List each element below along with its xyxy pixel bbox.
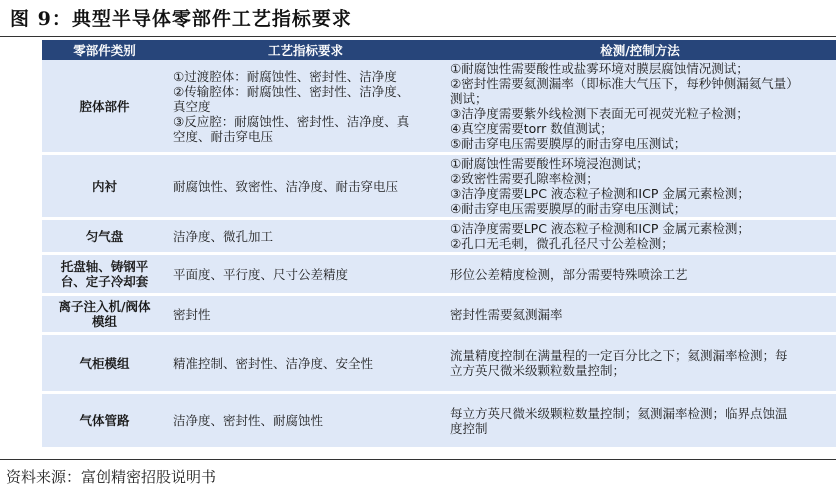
table-row <box>42 252 836 293</box>
methods-cell: 形位公差精度检测，部分需要特殊喷涂工艺 <box>450 266 688 282</box>
figure-title: 图 9：典型半导体零部件工艺指标要求 <box>10 8 352 30</box>
category-cell: 匀气盘 <box>85 228 124 244</box>
methods-cell: ①洁净度需要LPC 液态粒子检测和ICP 金属元素检测； ②孔口无毛刺，微孔孔径尺寸公差检测； <box>450 221 750 251</box>
table-row <box>42 152 836 217</box>
header-category: 零部件类别 <box>73 43 136 58</box>
table-row <box>42 217 836 252</box>
category-cell: 气体管路 <box>79 413 130 428</box>
requirements-cell: 洁净度、密封性、耐腐蚀性 <box>173 413 324 428</box>
table-row <box>42 293 836 332</box>
category-cell: 内衬 <box>91 178 117 194</box>
table-header <box>42 40 836 60</box>
category-cell: 托盘轴、铸钢平 台、定子冷却套 <box>60 259 149 289</box>
requirements-cell: 精准控制、密封性、洁净度、安全性 <box>173 355 374 371</box>
requirements-cell: 洁净度、微孔加工 <box>173 228 274 244</box>
title-rule <box>0 36 836 37</box>
category-cell: 离子注入机/阀体 模组 <box>58 299 151 329</box>
requirements-cell: 平面度、平行度、尺寸公差精度 <box>173 266 349 282</box>
spec-table <box>42 40 836 447</box>
header-requirements: 工艺指标要求 <box>267 43 343 58</box>
category-cell: 腔体部件 <box>79 98 130 114</box>
methods-cell: 每立方英尺微米级颗粒数量控制；氦测漏率检测；临界点蚀温 度控制 <box>450 405 788 436</box>
source-note: 资料来源：富创精密招股说明书 <box>6 468 217 486</box>
methods-cell: ①耐腐蚀性需要酸性环境浸泡测试； ②致密性需要孔隙率检测； ③洁净度需要LPC 液态粒子检测和ICP 金属元素检测； ④耐击穿电压需要膜厚的耐击穿电压测试； <box>450 156 750 216</box>
requirements-cell: 密封性 <box>173 306 211 322</box>
table-row <box>42 60 836 152</box>
table-row <box>42 391 836 447</box>
methods-cell: 密封性需要氦测漏率 <box>450 306 563 322</box>
methods-cell: ①耐腐蚀性需要酸性或盐雾环境对膜层腐蚀情况测试； ②密封性需要氦测漏率（即标准大气压下，每秒钟侧漏氦气量） 测试； ③洁净度需要紫外线检测下表面无可视荧光粒子检测； ④真空度需要torr 数值测试； ⑤耐击穿电压需要膜厚的耐击穿电压测试； <box>450 61 799 151</box>
header-methods: 检测/控制方法 <box>600 43 680 58</box>
category-cell: 气柜模组 <box>79 355 130 371</box>
requirements-cell: ①过渡腔体：耐腐蚀性、密封性、洁净度 ②传输腔体：耐腐蚀性、密封性、洁净度、 真空度 ③反应腔：耐腐蚀性、密封性、洁净度、真 空度、耐击穿电压 <box>173 68 410 144</box>
table-row <box>42 332 836 391</box>
methods-cell: 流量精度控制在满量程的一定百分比之下；氦测漏率检测；每 立方英尺微米级颗粒数量控制； <box>450 348 788 378</box>
requirements-cell: 耐腐蚀性、致密性、洁净度、耐击穿电压 <box>173 178 399 194</box>
source-rule <box>0 459 836 460</box>
